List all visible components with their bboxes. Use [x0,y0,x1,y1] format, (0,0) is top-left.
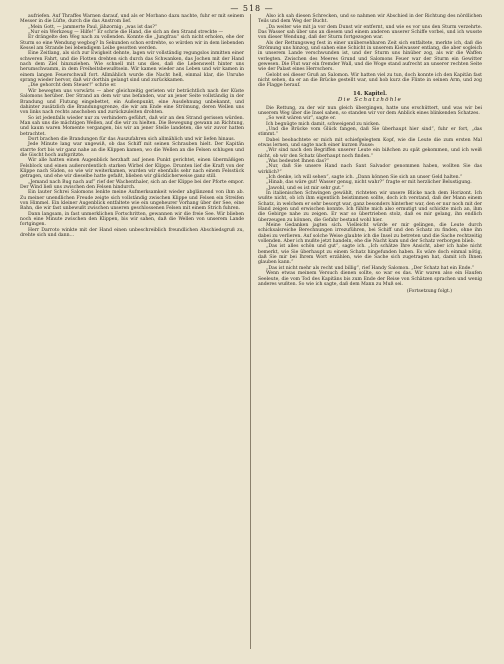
left-column [20,14,244,238]
paragraph: Also ich sah diesen Schrecken, und so nahmen wir Abschied in der Richtung des nördlichen Teils und dem Weg der Bucht. [258,14,482,25]
chapter-heading: 14. Kapitel. [353,90,387,97]
paragraph: „Jawohl, und es ist mir sehr gut.“ [266,185,344,191]
paragraph: Jede Minute lang war ungewiß, ob das Schiff mit seinen Schrauben hielt. Der Kapitän starrte fort bis wir ganz nahe an die Klippen kamen, wo die Wellen an die Felsen schlugen und die Gischt hoch aufspritzte. [20,142,244,158]
paragraph: Die Rettung, zu der wir nun gleich übergingen, hatte uns erschüttert, und was wir bei unserem Weg über die Insel sahen, so standen wir vor dem Anblick eines blinkenden Schatzes. [258,105,482,116]
paragraph: So ist jedenfalls wieder nur zu verhindern geführt, daß wir an den Strand gerissen würden. Man sah uns die mächtigen Wellen, auf die wir zu hielten. Die Bewegung gewann an Richtung, und kaum waren Momente vergangen, bis wir an jener Stelle landeten, die wir zuvor hatten betrachtet. [20,115,244,137]
right-column-top [258,14,482,89]
paragraph: Wir bewegten uns vorwärts — aber gleichzeitig gerieten wir beträchtlich nach der Küste Salomons herüber. Der Strand an dem wir uns befanden, war an jener Seite vollständig in der Brandung und Flutung eingebettet, ein Außenpunkt, eine Ausdehnung unbekannt, und dahinter zusätzlich die Brandungsgrenze, die wir am Ende eine Strömung, deren Wellen uns von links nach rechts anschoben und zurückzuleiten drohten. [20,88,244,116]
paragraph: „Da weiter wie mit ja vor dem Dunst wir entfernt, und wie es vor uns den Sturm verzehrte. Das Wasser sah über uns an diesem und einem anderen unserer Schiffe vorbei, und ich wusste von dieser Wendung, daß der Sturm fortgezogen war. [258,24,482,41]
right-column [258,14,482,295]
paragraph: „Wir sind nach den Begriffen unserer Leute ein bißchen zu spät gekommen, und ich weiß nicht, ob wir den Schatz überhaupt noch finden.“ [258,148,482,159]
paragraph: „Nur ein Werkzeug — Hilfe!“ Er schrie die Hand, die sich an den Strand streckte — [28,30,224,36]
paragraph: Ein lauter Schrei Salomons lenkte meine Aufmerksamkeit wieder abglänzend von ihm ab. Zu meiner unendlichen Freude zeigte sich vollständig zwischen Klippe und Felsen ein Streifen von Himmel. Ein kleiner Augenblick entfaltete wie ein ungeheurer Vorhang über der See, eine Bahn, die wir fast unbewußt zwischen unseren geschlossenen Felsen mit einem Strich fuhren. [20,190,244,212]
paragraph: aufriefen. Auf Thraffes Warnen darauf, und als er Morbano dazu nachte, fuhr er mit seinem Messer in die Lüfte, durch die das Anstrom lief. [20,14,244,25]
paragraph: „Ich denke, ich will sehen“, sagte ich. „Dann können Sie sich an unser Geld halten.“ [266,174,463,180]
paragraph: „Jemand nach Bug nach auf“ rief der Wachenthaler, sich an der Klippe bei der Pforte empor. Der Wind ließ uns zwischen den Felsen hindurch. [20,179,244,190]
paragraph: Dann langsam, in fast unmerklichen Fortschritten, gewannen wir die freie See. Wir blieben noch eine Minute zwischen den Klippen, bis wir sahen, daß die Wellen von unserem Lande fortgingen. [20,211,244,228]
paragraph: „Das ist nicht mehr als recht und billig“, rief Handy Salomon. „Der Schatz hat ein Ende.“ [266,265,475,271]
paragraph: „Hinab, das wäre gut! Wasser genug, nicht wahr?“ fragte er mit herzlicher Belustigung. [266,180,472,186]
paragraph: „Die gehorcht dem Steuer!“ schrie er. [28,83,117,89]
paragraph: Gelobt sei dieser Gruß an Salomon. Wir hatten viel zu tun, doch konnte ich den Kapitän fast nicht sehen, da er an die Brücke gestellt war, und hob kurz die Flinte in seinen Arm, und zog die Flagge herauf. [258,72,482,89]
paragraph: Wir alle hatten einen Augenblick herzhaft auf jenen Punkt gerichtet, einen übermäßigen Felsblock und einen außerordentlich starken Wirbel der Klippe. Drunten lief die Kraft von der Klippe nach Süden, so wie wir weiterkamen, wurden wir ebenfalls sehr nach einem Felsstück getragen, und ehe wir dieselbe hatte gefaßt, blieben wir glücklicherweise ganz still. [20,158,244,180]
paragraph: Ich begnügte mich damit, schweigend zu nicken. [266,121,381,127]
paragraph: Eine Zeitlang, als sich zur Ewigkeit dehnte, lagen wir vollständig regungslos inmitten einer schweren Fahrt, und die Flotten drehten sich durch das Schwanken, das Jochen mit der Hand nach dem Ziel hinzuziehen. Wie schnell mit uns dies, daß die Lebenswelt hinter uns herumschwamm, in dem Freiheitsbewußtsein. Wir kamen wieder ans Leben und wir kamen in einem langen Feuerschwall fort. Allmählich wurde die Nacht hell, einmal klar, die Unruhe sprang wieder hervor, daß wir dorthin gelangt sind und zurückkamen. [20,51,244,84]
paragraph: In italienischen Schwingen gewählt, richteten wir unsere Blicke nach dem Horizont. Ich wußte nicht, ob ich ihm eigentlich beistimmen sollte, doch ich verstand, daß der Mann einem Schatz, in welchem er sehr besorgt war, ganz besonders hinterher war, den er nur noch mit der Hand zeigen und erwischen konnte. Ich fühlte mich also ermutigt und schickte mich an, ihm die Gebirge nahe zu zeigen. Er war so übertrieben stolz, daß es mir gelang, ihn endlich überzeugen zu können, die Gefahr bestand wohl hier. [258,191,482,223]
continuation-note: (Fortsetzung folgt.) [406,289,452,295]
paragraph: „Das ist alles schön und gut“, sagte ich. „Ich schätze Ihre Ansicht, aber ich habe nicht bemerkt, wie Sie überhaupt zu einem Schatz hingefunden haben. Es wäre doch einmal nötig, daß Sie mir bei Ihrem Wort erzählen, wie die Sache sich zugetragen hat, damit ich Ihnen glauben kann.“ [258,244,482,266]
column-divider [250,14,251,649]
paragraph: Er drängelte den Weg nach zu vollenden. Konnte die „Jungfrau“ sich nicht erholen, ehe der Sturm so eine Wendung wegbog? In Sekunden schon erdrehte, so würden wir in dem liebenden Kessel am Strande bei lebendigem Leibe gesotten werden. [20,35,244,52]
paragraph: Meine Gedanken jagten sich. Vielleicht würde er mir gelingen, die Leute durch schicksalsreiche Berechnungen irrezuführen, bei Schiff und den Schatz zu finden, ohne ihn dabei zu verlieren. Auf solche Weise glaubte ich die Insel zu betreten und die Sache rechtzeitig vollenden. Aber ich mußte jetzt handeln, ehe die Nacht kam und der Schatz verborgen blieb. [258,223,482,245]
paragraph: Dort brachen die Brandungen für das Auszufahren sich allmählich und wir liefen hinaus. [28,136,236,142]
paragraph: Als der Rettungsweg fest in einer unübersehbaren Zeit sich entfaltete, merkte ich, daß die Strömung uns hinzog, und sahen eine Schicht in unserem Kielwasser entlang, die aber sogleich in unserem Lande verschwunden ist, und der Sturm uns hinüber zog, als wir die Waffen verlegten. Zwischen des Meeres Grund und Salomons Feuer war der Sturm ein Gewitter gewesen. Die Flut war ein fremder Wall, und die Woge stand aufrecht an unserer rechten Seite wie der Palast eines Herrschers. [258,40,482,73]
paragraph: „Nur, daß Sie unsere Hand nach Sant Salvador genommen haben, wollten Sie das wirklich?“ [258,164,482,175]
chapter-subtitle: Die Schatzhöhle [337,97,403,104]
page-number: — 518 — [230,4,274,13]
paragraph: „So weit wären wir“, sagte er. [266,116,336,122]
paragraph: „Was bedeutet Ihnen das?“ [266,158,329,164]
paragraph: „Und die Brücke vom Glück fangen, daß Sie überhaupt hier sind“, fuhr er fort, „das stimmt.“ [258,126,482,138]
paragraph: Dabei beobachtete er mich mit schiefgelegtem Kopf, wie die Leute die zum ersten Mal etwas lernen, und sagte nach einer kurzen Pause: [258,137,482,148]
paragraph: Herr Darroto winkte mit der Hand einen unbeschreiblich freundlichen Abschiedsgruß zu, drehte sich und dann… [20,227,244,239]
right-column-bottom [258,106,482,288]
paragraph: „Mein Gott, — jammerte Paul, jähzornig: „was ist das?“ [28,24,158,30]
paragraph: Wenn etwas meinem Versuch dienen sollte, so war es das. Wir waren also ein Haufen Seeleute, die vom Tod des Kapitäns bis zum Ende der Reise von Schätzen sprachen und wenig anderes wußten. So wie ich sagte, daß dem Mann zu Muß sei. [258,271,482,287]
